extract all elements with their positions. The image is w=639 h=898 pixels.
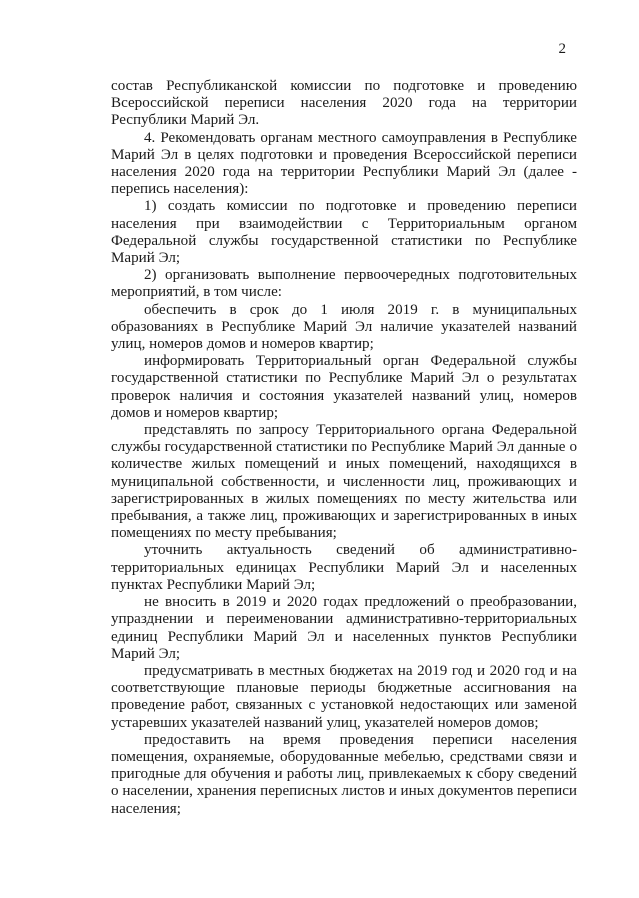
page-number: 2: [558, 41, 566, 57]
paragraph-no-proposals: не вносить в 2019 и 2020 годах предложений о преобразовании, упразднении и переименовании административно-территориальных единиц Республики Марий Эл и населенных пунктов Республики Марий Эл;: [111, 594, 577, 662]
paragraph-continuation: состав Республиканской комиссии по подготовке и проведению Всероссийской переписи населения 2020 года на территории Республики Марий Эл.: [111, 78, 577, 129]
paragraph-item-4: 4. Рекомендовать органам местного самоуправления в Республике Марий Эл в целях подготовки и проведения Всероссийской переписи населения 2020 года на территории Республики Марий Эл (далее - перепись населения):: [111, 129, 577, 198]
paragraph-provide-premises: предоставить на время проведения переписи населения помещения, охраняемые, оборудованные мебелью, средствами связи и пригодные для обучения и работы лиц, привлекаемых к сбору сведений о населении, хранения переписных листов и иных документов переписи населения;: [111, 731, 577, 817]
paragraph-ensure-signs: обеспечить в срок до 1 июля 2019 г. в муниципальных образованиях в Республике Марий Эл наличие указателей названий улиц, номеров домов и номеров квартир;: [111, 301, 577, 353]
paragraph-provide-data: представлять по запросу Территориального органа Федеральной службы государственной статистики по Республике Марий Эл данные о количестве жилых помещений и иных помещений, находящихся в муниципальной собственности, и численности лиц, проживающих и зарегистрированных в жилых помещениях по месту жительства или пребывания, а также лиц, проживающих и зарегистрированных в иных помещениях по месту пребывания;: [111, 422, 577, 542]
paragraph-subitem-2: 2) организовать выполнение первоочередных подготовительных мероприятий, в том числе:: [111, 267, 577, 301]
document-body: [111, 78, 577, 818]
paragraph-inform-results: информировать Территориальный орган Федеральной службы государственной статистики по Республике Марий Эл о результатах проверок наличия и состояния указателей названий улиц, номеров домов и номеров квартир;: [111, 353, 577, 421]
paragraph-subitem-1: 1) создать комиссии по подготовке и проведению переписи населения при взаимодействии с Территориальным органом Федеральной службы государственной статистики по Республике Марий Эл;: [111, 198, 577, 267]
paragraph-clarify-units: уточнить актуальность сведений об административно-территориальных единицах Республики Марий Эл и населенных пунктах Республики Марий Эл;: [111, 542, 577, 593]
paragraph-budget-allocations: предусматривать в местных бюджетах на 2019 год и 2020 год и на соответствующие плановые периоды бюджетные ассигнования на проведение работ, связанных с установкой недостающих или заменой устаревших указателей названий улиц, указателей номеров домов;: [111, 662, 577, 731]
